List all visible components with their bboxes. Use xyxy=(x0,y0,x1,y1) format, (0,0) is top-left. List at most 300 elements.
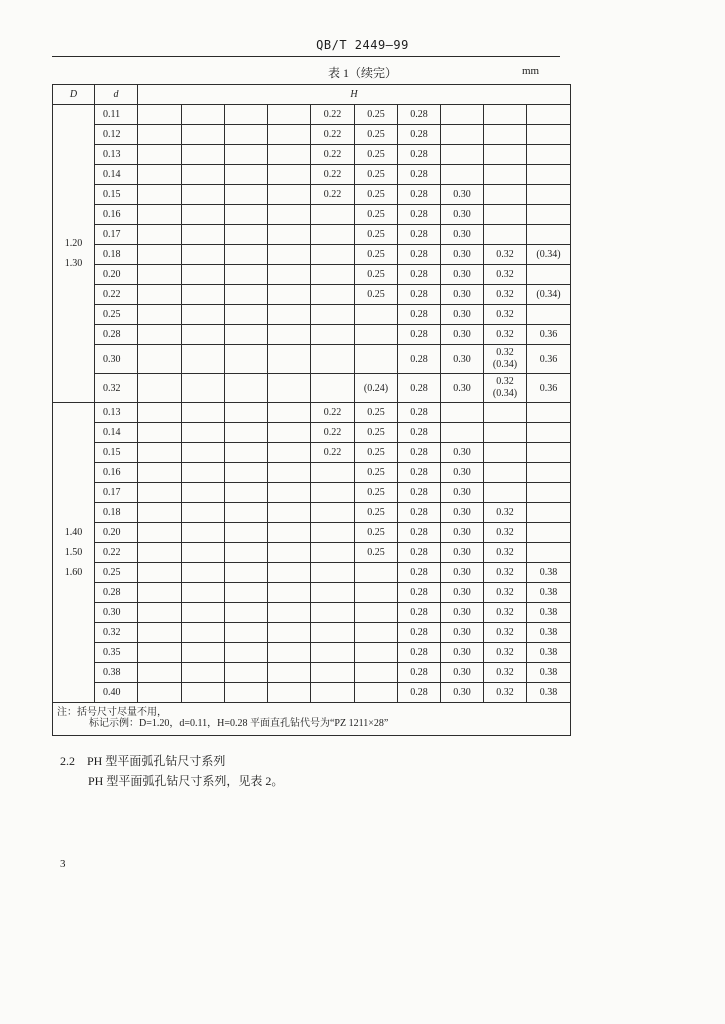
table-row xyxy=(53,443,571,463)
H-value-cell xyxy=(225,683,268,703)
H-value-cell: 0.28 xyxy=(398,374,441,403)
H-value-cell xyxy=(182,305,225,325)
H-value-cell xyxy=(138,423,182,443)
H-value-cell: 0.36 xyxy=(527,374,571,403)
d-value-cell: 0.30 xyxy=(95,603,138,623)
H-value-cell: 0.36 xyxy=(527,345,571,374)
H-value-cell xyxy=(138,165,182,185)
H-value-cell: 0.25 xyxy=(355,165,398,185)
H-value-cell xyxy=(311,483,355,503)
table-body xyxy=(53,105,571,703)
H-value-cell xyxy=(225,185,268,205)
table-row xyxy=(53,185,571,205)
note-row xyxy=(53,703,571,736)
H-value-cell xyxy=(355,643,398,663)
H-value-cell xyxy=(225,305,268,325)
H-value-cell: 0.28 xyxy=(398,623,441,643)
H-value-cell xyxy=(225,483,268,503)
H-value-line: (0.34) xyxy=(492,388,518,399)
H-value-cell: 0.30 xyxy=(441,374,484,403)
H-value-cell xyxy=(225,205,268,225)
H-value-cell xyxy=(484,145,527,165)
d-value-cell: 0.32 xyxy=(95,623,138,643)
H-value-cell: 0.28 xyxy=(398,245,441,265)
H-value-cell: 0.28 xyxy=(398,603,441,623)
H-value-cell xyxy=(225,105,268,125)
table-row xyxy=(53,225,571,245)
d-value-cell: 0.20 xyxy=(95,523,138,543)
H-value-cell: 0.25 xyxy=(355,105,398,125)
d-value-cell: 0.28 xyxy=(95,325,138,345)
H-value-cell xyxy=(182,443,225,463)
H-value-cell xyxy=(138,483,182,503)
H-value-cell xyxy=(268,125,311,145)
dimension-table xyxy=(52,84,571,736)
table-row xyxy=(53,403,571,423)
H-value-cell xyxy=(527,483,571,503)
d-value-cell: 0.16 xyxy=(95,205,138,225)
H-value-cell xyxy=(225,225,268,245)
H-value-cell xyxy=(182,523,225,543)
table-row xyxy=(53,125,571,145)
standard-code: QB/T 2449—99 xyxy=(316,38,409,52)
H-value-line: (0.34) xyxy=(492,359,518,370)
H-value-cell xyxy=(225,374,268,403)
H-value-cell xyxy=(268,225,311,245)
H-value-cell xyxy=(527,125,571,145)
H-value-cell: 0.32 xyxy=(484,583,527,603)
H-value-cell: 0.32 xyxy=(484,543,527,563)
H-value-cell: 0.28 xyxy=(398,443,441,463)
d-value-cell: 0.35 xyxy=(95,643,138,663)
H-value-cell: 0.25 xyxy=(355,443,398,463)
H-value-cell xyxy=(138,105,182,125)
H-value-cell: 0.28 xyxy=(398,165,441,185)
H-value-cell: 0.25 xyxy=(355,523,398,543)
D-value: 1.40 xyxy=(64,526,83,538)
H-value-cell: 0.22 xyxy=(311,443,355,463)
H-value-cell: 0.28 xyxy=(398,205,441,225)
H-value-cell: 0.22 xyxy=(311,185,355,205)
H-value-cell xyxy=(182,345,225,374)
H-value-cell: 0.25 xyxy=(355,285,398,305)
H-value-line: 0.32 xyxy=(496,347,514,358)
H-value-cell: 0.36 xyxy=(527,325,571,345)
H-value-cell xyxy=(182,185,225,205)
H-value-cell: 0.22 xyxy=(311,105,355,125)
H-value-cell: 0.28 xyxy=(398,503,441,523)
H-value-cell xyxy=(182,683,225,703)
d-value-cell: 0.14 xyxy=(95,165,138,185)
d-value-cell: 0.30 xyxy=(95,345,138,374)
H-value-cell xyxy=(355,623,398,643)
H-value-cell xyxy=(311,523,355,543)
H-value-cell xyxy=(225,543,268,563)
table-row xyxy=(53,105,571,125)
H-value-cell xyxy=(138,643,182,663)
H-value-cell xyxy=(527,423,571,443)
table-row xyxy=(53,603,571,623)
H-value-cell xyxy=(225,125,268,145)
H-value-cell xyxy=(182,643,225,663)
H-value-line: 0.32 xyxy=(496,376,514,387)
H-value-cell xyxy=(225,145,268,165)
H-value-cell xyxy=(311,305,355,325)
H-value-cell: 0.25 xyxy=(355,205,398,225)
H-value-cell: 0.25 xyxy=(355,543,398,563)
H-value-cell xyxy=(268,603,311,623)
H-value-cell xyxy=(311,543,355,563)
H-value-cell xyxy=(355,683,398,703)
H-value-cell: 0.32 xyxy=(484,245,527,265)
H-value-cell: 0.22 xyxy=(311,165,355,185)
H-value-cell xyxy=(441,165,484,185)
H-value-cell xyxy=(138,345,182,374)
H-value-cell xyxy=(182,285,225,305)
d-value-cell: 0.28 xyxy=(95,583,138,603)
H-value-cell xyxy=(268,643,311,663)
H-value-cell xyxy=(268,165,311,185)
table-row xyxy=(53,563,571,583)
H-value-cell xyxy=(527,185,571,205)
D-value: 1.50 xyxy=(64,546,83,558)
d-value-cell: 0.12 xyxy=(95,125,138,145)
H-value-cell xyxy=(527,305,571,325)
H-value-cell: 0.28 xyxy=(398,105,441,125)
H-value-cell xyxy=(527,503,571,523)
H-value-cell xyxy=(484,403,527,423)
H-value-cell xyxy=(527,265,571,285)
H-value-cell: 0.25 xyxy=(355,483,398,503)
H-value-cell xyxy=(311,463,355,483)
H-value-cell: 0.30 xyxy=(441,503,484,523)
H-value-cell xyxy=(182,603,225,623)
H-value-cell: 0.28 xyxy=(398,185,441,205)
H-value-cell: 0.30 xyxy=(441,345,484,374)
D-value-cell xyxy=(53,403,95,703)
header-d: d xyxy=(95,85,138,105)
H-value-cell: 0.30 xyxy=(441,483,484,503)
H-value-cell xyxy=(527,105,571,125)
H-value-cell xyxy=(311,563,355,583)
d-value-cell: 0.15 xyxy=(95,443,138,463)
H-value-cell xyxy=(225,463,268,483)
H-value-cell: 0.25 xyxy=(355,403,398,423)
H-value-cell: 0.28 xyxy=(398,643,441,663)
H-value-cell: 0.28 xyxy=(398,325,441,345)
H-value-cell xyxy=(355,563,398,583)
H-value-cell: 0.32 xyxy=(484,683,527,703)
H-value-cell xyxy=(225,603,268,623)
H-value-cell xyxy=(311,325,355,345)
H-value-cell xyxy=(138,185,182,205)
H-value-cell: 0.30 xyxy=(441,643,484,663)
H-value-cell: 0.22 xyxy=(311,423,355,443)
H-value-cell xyxy=(268,285,311,305)
H-value-cell: 0.25 xyxy=(355,265,398,285)
H-value-cell xyxy=(225,583,268,603)
table-row xyxy=(53,285,571,305)
H-value-cell xyxy=(182,543,225,563)
H-value-cell: 0.28 xyxy=(398,683,441,703)
H-value-cell xyxy=(138,683,182,703)
H-value-cell: 0.28 xyxy=(398,285,441,305)
H-value-cell: 0.30 xyxy=(441,443,484,463)
H-value-cell xyxy=(311,345,355,374)
D-value: 1.60 xyxy=(64,566,83,578)
H-value-cell xyxy=(225,623,268,643)
note-cell xyxy=(53,703,571,736)
H-value-cell xyxy=(268,583,311,603)
H-value-cell xyxy=(441,403,484,423)
H-value-cell: 0.28 xyxy=(398,663,441,683)
H-value-cell: 0.28 xyxy=(398,305,441,325)
H-value-cell: 0.28 xyxy=(398,563,441,583)
H-value-cell: 0.38 xyxy=(527,643,571,663)
H-value-cell xyxy=(268,185,311,205)
H-value-cell xyxy=(268,563,311,583)
H-value-cell: 0.32 xyxy=(484,663,527,683)
H-value-cell xyxy=(355,663,398,683)
table-row xyxy=(53,463,571,483)
H-value-cell xyxy=(311,663,355,683)
header-H: H xyxy=(138,85,571,105)
H-value-cell: 0.25 xyxy=(355,145,398,165)
H-value-cell xyxy=(268,205,311,225)
H-value-cell xyxy=(527,403,571,423)
H-value-cell xyxy=(268,683,311,703)
H-value-cell xyxy=(311,643,355,663)
H-value-cell xyxy=(138,543,182,563)
H-value-cell xyxy=(484,483,527,503)
H-value-cell: 0.25 xyxy=(355,225,398,245)
H-value-cell xyxy=(268,483,311,503)
H-value-cell xyxy=(182,225,225,245)
table-row xyxy=(53,623,571,643)
H-value-cell xyxy=(268,145,311,165)
H-value-cell xyxy=(441,125,484,145)
H-value-cell xyxy=(355,345,398,374)
H-value-cell xyxy=(225,265,268,285)
H-value-cell xyxy=(138,145,182,165)
table-row xyxy=(53,663,571,683)
H-value-cell: 0.30 xyxy=(441,205,484,225)
H-value-cell xyxy=(527,543,571,563)
H-value-cell xyxy=(484,185,527,205)
H-value-cell xyxy=(225,245,268,265)
H-value-cell: 0.30 xyxy=(441,285,484,305)
H-value-cell xyxy=(527,523,571,543)
H-value-cell xyxy=(138,503,182,523)
H-value-cell xyxy=(441,423,484,443)
H-value-cell xyxy=(225,503,268,523)
H-value-cell: 0.38 xyxy=(527,663,571,683)
table-row xyxy=(53,374,571,403)
H-value-cell xyxy=(268,523,311,543)
H-value-cell xyxy=(225,325,268,345)
table-row xyxy=(53,345,571,374)
H-value-cell: 0.25 xyxy=(355,125,398,145)
H-value-cell: 0.30 xyxy=(441,623,484,643)
H-value-cell: 0.28 xyxy=(398,145,441,165)
H-value-cell xyxy=(311,245,355,265)
H-value-cell xyxy=(138,403,182,423)
table-row xyxy=(53,583,571,603)
page-number: 3 xyxy=(60,858,66,870)
H-value-cell: 0.30 xyxy=(441,265,484,285)
H-value-cell: 0.38 xyxy=(527,583,571,603)
H-value-cell xyxy=(268,543,311,563)
H-value-cell: 0.38 xyxy=(527,683,571,703)
H-value-cell xyxy=(138,583,182,603)
H-value-cell: 0.32 xyxy=(484,325,527,345)
H-value-cell xyxy=(527,443,571,463)
H-value-cell xyxy=(138,305,182,325)
H-value-cell: 0.22 xyxy=(311,403,355,423)
table-row xyxy=(53,423,571,443)
H-value-cell: 0.30 xyxy=(441,225,484,245)
H-value-cell: (0.24) xyxy=(355,374,398,403)
H-value-cell xyxy=(355,305,398,325)
H-value-cell xyxy=(268,374,311,403)
table-row xyxy=(53,145,571,165)
H-value-cell: 0.28 xyxy=(398,463,441,483)
H-value-cell xyxy=(355,583,398,603)
unit-label: mm xyxy=(522,65,540,77)
H-value-cell: 0.28 xyxy=(398,543,441,563)
H-value-cell xyxy=(311,225,355,245)
H-value-cell xyxy=(138,325,182,345)
H-value-cell: 0.32 xyxy=(484,643,527,663)
d-value-cell: 0.18 xyxy=(95,503,138,523)
d-value-cell: 0.32 xyxy=(95,374,138,403)
H-value-cell xyxy=(268,663,311,683)
H-value-cell xyxy=(225,563,268,583)
H-value-cell xyxy=(484,443,527,463)
H-value-cell xyxy=(268,105,311,125)
d-value-cell: 0.11 xyxy=(95,105,138,125)
H-value-cell xyxy=(182,623,225,643)
d-value-cell: 0.14 xyxy=(95,423,138,443)
H-value-cell: 0.30 xyxy=(441,245,484,265)
H-value-cell xyxy=(182,265,225,285)
H-value-cell xyxy=(527,205,571,225)
H-value-cell: 0.32 xyxy=(484,563,527,583)
H-value-cell xyxy=(527,225,571,245)
H-value-cell: 0.30 xyxy=(441,325,484,345)
H-value-cell: 0.28 xyxy=(398,265,441,285)
table-row xyxy=(53,683,571,703)
H-value-cell xyxy=(311,683,355,703)
section-text: PH 型平面弧孔钻尺寸系列，见表 2。 xyxy=(88,774,284,788)
H-value-cell xyxy=(138,623,182,643)
header-row xyxy=(53,85,571,105)
H-value-cell xyxy=(182,205,225,225)
d-value-cell: 0.22 xyxy=(95,543,138,563)
H-value-cell xyxy=(225,523,268,543)
H-value-cell xyxy=(182,503,225,523)
marking-example: 标记示例：D=1.20，d=0.11，H=0.28 平面直孔钻代号为“PZ 1211×28” xyxy=(89,718,389,729)
note-text: 注：括号尺寸尽量不用， xyxy=(57,707,167,718)
H-value-cell xyxy=(527,165,571,185)
H-value-cell xyxy=(225,403,268,423)
d-value-cell: 0.18 xyxy=(95,245,138,265)
D-value: 1.20 xyxy=(64,237,83,249)
H-value-cell xyxy=(182,583,225,603)
H-value-cell xyxy=(311,503,355,523)
H-value-cell: 0.28 xyxy=(398,583,441,603)
H-value-cell xyxy=(182,374,225,403)
H-value-cell xyxy=(355,603,398,623)
H-value-cell xyxy=(441,105,484,125)
H-value-cell: 0.30 xyxy=(441,543,484,563)
H-value-cell: 0.30 xyxy=(441,683,484,703)
H-value-cell xyxy=(484,423,527,443)
d-value-cell: 0.15 xyxy=(95,185,138,205)
table-row xyxy=(53,205,571,225)
H-value-cell xyxy=(311,603,355,623)
H-value-cell: 0.22 xyxy=(311,145,355,165)
table-row xyxy=(53,643,571,663)
table-row xyxy=(53,523,571,543)
H-value-cell xyxy=(484,225,527,245)
H-value-cell xyxy=(268,265,311,285)
H-value-cell: 0.32 xyxy=(484,503,527,523)
H-value-cell xyxy=(311,265,355,285)
H-value-cell xyxy=(182,423,225,443)
H-value-cell xyxy=(182,125,225,145)
H-value-cell: 0.22 xyxy=(311,125,355,145)
H-value-cell xyxy=(484,374,527,403)
H-value-cell: 0.25 xyxy=(355,245,398,265)
H-value-cell: 0.30 xyxy=(441,463,484,483)
H-value-cell: 0.30 xyxy=(441,583,484,603)
H-value-cell xyxy=(268,325,311,345)
table-row xyxy=(53,305,571,325)
H-value-cell xyxy=(268,443,311,463)
d-value-cell: 0.16 xyxy=(95,463,138,483)
H-value-cell: (0.34) xyxy=(527,285,571,305)
d-value-cell: 0.38 xyxy=(95,663,138,683)
H-value-cell xyxy=(268,345,311,374)
H-value-cell: 0.28 xyxy=(398,483,441,503)
H-value-cell xyxy=(484,125,527,145)
table-row xyxy=(53,483,571,503)
H-value-cell xyxy=(225,443,268,463)
H-value-cell xyxy=(182,105,225,125)
H-value-cell xyxy=(268,305,311,325)
d-value-cell: 0.13 xyxy=(95,403,138,423)
H-value-cell: 0.32 xyxy=(484,603,527,623)
H-value-cell xyxy=(138,443,182,463)
d-value-cell: 0.22 xyxy=(95,285,138,305)
H-value-cell xyxy=(311,285,355,305)
H-value-cell: 0.32 xyxy=(484,305,527,325)
H-value-cell xyxy=(311,623,355,643)
H-value-cell xyxy=(225,663,268,683)
H-value-cell xyxy=(138,125,182,145)
H-value-cell xyxy=(268,503,311,523)
H-value-cell: 0.30 xyxy=(441,663,484,683)
H-value-cell xyxy=(182,145,225,165)
H-value-cell xyxy=(182,483,225,503)
H-value-cell xyxy=(138,225,182,245)
table-caption: 表 1（续完） xyxy=(327,66,397,80)
H-value-cell xyxy=(484,345,527,374)
H-value-cell xyxy=(138,563,182,583)
table-row xyxy=(53,503,571,523)
header-D: D xyxy=(53,85,95,105)
